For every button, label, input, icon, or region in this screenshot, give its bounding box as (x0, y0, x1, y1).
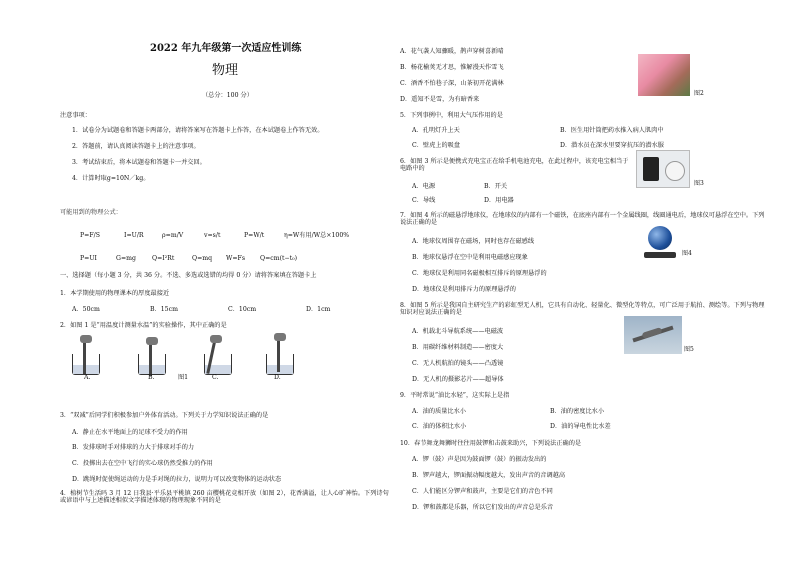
q6-option: B．开关 (484, 183, 508, 190)
q6-option: C．导线 (412, 197, 436, 204)
formula: G=mg (116, 255, 136, 262)
q8-option: C．无人机航拍的镜头——凸透镜 (412, 360, 504, 367)
note-item: 2．答题前，请认真阅读答题卡上的注意事项。 (72, 143, 200, 150)
q8-option: B．用碳纤维材料制造——密度大 (412, 344, 504, 351)
formula: P=F/S (80, 232, 100, 239)
q10-option: A．锣（鼓）声是因为鼓面锣（鼓）的振动发出的 (412, 456, 547, 463)
figure-5-drone (624, 316, 682, 354)
q5-option: A．孔明灯升上天 (412, 127, 460, 134)
fig1-label-d: D. (274, 374, 281, 381)
q3-option: A．静止在水平地面上的足球不受力的作用 (72, 429, 188, 436)
hand-d (274, 333, 286, 341)
q7-option: B．地球仪悬浮在空中是利用电磁感应现象 (412, 254, 528, 261)
q7-option: A．地球仪周围存在磁场，同时也存在磁感线 (412, 238, 535, 245)
q8-option: A．机载北斗导航系统——电磁波 (412, 328, 504, 335)
left-column (60, 0, 390, 561)
q5-stem: 5．下列事例中，利用大气压作用的是 (400, 112, 503, 119)
note-item: 1．试卷分为试题卷和答题卡两部分，请将答案写在答题卡上作答，在本试题卷上作答无效。 (72, 127, 324, 134)
thermometer-a (83, 338, 86, 374)
figure-3-power-bank (636, 150, 690, 188)
subject-title: 物理 (212, 63, 239, 78)
fig1-label-c: C. (212, 374, 219, 381)
q8-stem: 8．如图 5 所示是我国自主研究生产的彩虹型无人机，它具有自动化、轻量化、微型化等特点，可广泛用于航拍、测绘等。下列与物理知识对应说法正确的是 (400, 302, 765, 316)
formula-heading: 可能用到的物理公式： (60, 209, 122, 216)
formula: I=U/R (124, 232, 144, 239)
notes-heading: 注意事项： (60, 112, 91, 119)
total-score: （总分：100 分） (202, 92, 253, 99)
q5-option: D．潜水员在深水里要穿抗压的潜水服 (560, 142, 664, 149)
fig1-label-b: B. (148, 374, 155, 381)
note-item: 4．计算时取g=10N／kg。 (72, 175, 150, 182)
hand-a (80, 335, 92, 343)
beaker-b (138, 354, 166, 375)
beaker-a (72, 354, 100, 375)
power-bank-icon (665, 161, 685, 181)
formula: P=UI (80, 255, 98, 262)
section1-heading: 一、选择题（每小题 3 分，共 36 分。不选、多选或选错的均得 0 分）请将答案填在答题卡上 (60, 272, 317, 279)
fig4-caption: 图4 (682, 250, 692, 257)
q3-option: C．投掷出去在空中飞行的实心球仍然受推力的作用 (72, 460, 213, 467)
q10-stem: 10．春节舞龙舞狮时往往用鼓锣和击鼓来助兴，下列说法正确的是 (400, 440, 582, 447)
q3-option: D．跳绳时促使绳运动的力是手对绳的拉力，说明力可以改变物体的运动状态 (72, 476, 282, 483)
q4-stem: 4．植树节生活吗 3 月 12 日我县·平乐县平桃镇 260 亩樱桃花竞相开放（如图 2），花香满溢，让人心旷神怡。下列诗句或谚语中与上述描述相似文字描述体现的物理现象不同的是 (60, 490, 389, 504)
q1-option: B．15cm (150, 306, 178, 313)
q10-option: D．锣和鼓都是乐器，所以它们发出的声音总是乐音 (412, 504, 554, 511)
fig2-caption: 图2 (694, 90, 704, 97)
q3-option: B．发排球时手对排球的力大于排球对手的力 (72, 444, 195, 451)
q8-option: D．无人机的摄影芯片——超导体 (412, 376, 504, 383)
note-item: 3．考试结束后，将本试题卷和答题卡一并交回。 (72, 159, 206, 166)
right-column (400, 0, 780, 561)
formula: η=W有用/W总×100% (284, 232, 350, 239)
figure-2-cherry-blossoms (638, 54, 690, 96)
fig5-caption: 图5 (684, 346, 694, 353)
q7-stem: 7．如图 4 所示的磁悬浮地球仪，在地球仪的内部有一个磁铁，在底座内部有一个金属线圈，线圈通电后，地球仪可悬浮在空中。下列说法正确的是 (400, 212, 765, 226)
formula: P=W/t (244, 232, 265, 239)
beaker-d (266, 354, 294, 375)
q9-option: C．油的体积比水小 (412, 423, 467, 430)
q1-option: A．50cm (72, 306, 100, 313)
figure-4-maglev-globe (644, 226, 676, 260)
globe-base (644, 252, 676, 258)
q7-option: D．地球仪是利用排斥力的原理悬浮的 (412, 286, 516, 293)
q4-option: B．杨花榆荚无才思，惟解漫天作雪飞 (400, 64, 504, 71)
exam-title: 2022 年九年级第一次适应性训练 (150, 43, 302, 54)
formula: W=Fs (226, 255, 246, 262)
phone-icon (643, 157, 659, 181)
q4-option: A．花气袭人知骤暖，鹊声穿树喜新晴 (400, 48, 504, 55)
q9-stem: 9．平时常说“油比水轻”，这实际上是指 (400, 392, 510, 399)
thermometer-d (277, 336, 280, 372)
fig1-caption: 图1 (178, 374, 189, 381)
q2-stem: 2．如图 1 是“用温度计测量水温”的实验操作，其中正确的是 (60, 322, 227, 329)
q1-option: D．1cm (306, 306, 331, 313)
q6-option: A．电源 (412, 183, 436, 190)
hand-c (210, 335, 222, 343)
formula: ρ=m/V (162, 232, 184, 239)
drone-body (642, 327, 663, 339)
formula: Q=cm(t−t₀) (260, 255, 298, 262)
hand-b (146, 337, 158, 345)
globe-icon (648, 226, 672, 250)
q9-option: A．油的质量比水小 (412, 408, 466, 415)
fig3-caption: 图3 (694, 180, 704, 187)
thermometer-b (149, 340, 152, 376)
q1-option: C．10cm (228, 306, 257, 313)
q4-option: D．遥知不是雪，为有暗香来 (400, 96, 480, 103)
q5-option: C．壁虎上的吸盘 (412, 142, 461, 149)
q6-stem: 6．如图 3 所示是便携式充电宝正在给手机电池充电，在此过程中，该充电宝相当于电路中的 (400, 158, 629, 172)
formula: Q=I²Rt (152, 255, 175, 262)
q7-option: C．地球仪是利用同名磁极相互排斥的原理悬浮的 (412, 270, 547, 277)
q10-option: C．人们能区分锣声和鼓声，主要是它们的音色不同 (412, 488, 553, 495)
formula: Q=mq (192, 255, 213, 262)
q9-option: B．油的密度比水小 (550, 408, 605, 415)
q9-option: D．油的导电性比水差 (550, 423, 611, 430)
q3-stem: 3．“双减”后同学们积极参加户外体育活动。下列关于力学知识说法正确的是 (60, 412, 269, 419)
q1-stem: 1．本学期使用的物理课本的厚度最接近 (60, 290, 170, 297)
fig1-label-a: A. (84, 374, 91, 381)
q10-option: B．锣声越大，锣面振动幅度越大，发出声音的音调越高 (412, 472, 566, 479)
q4-option: C．酒香不怕巷子深，山茶初开花满林 (400, 80, 504, 87)
formula: v=s/t (204, 232, 221, 239)
q6-option: D．用电器 (484, 197, 514, 204)
q5-option: B．医生用针筒把药水推入病人肌肉中 (560, 127, 664, 134)
